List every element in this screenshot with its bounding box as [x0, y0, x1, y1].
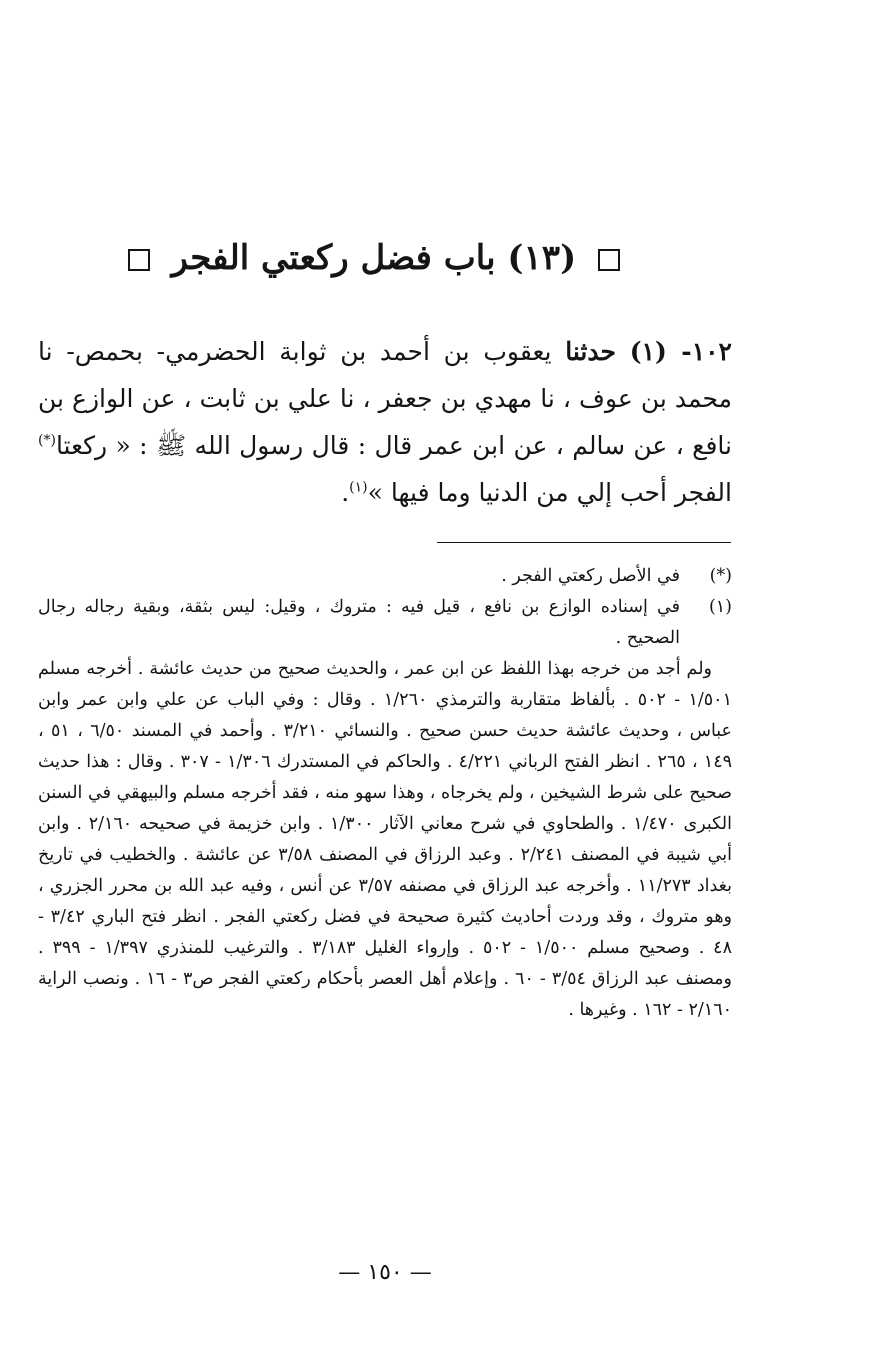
footnotes: [38, 561, 732, 1026]
hadith-chain-and-text: يعقوب بن أحمد بن ثوابة الحضرمي- بحمص- نا محمد بن عوف ، نا مهدي بن جعفر ، نا علي بن ثابت ، عن الوازع بن نافع ، عن سالم ، عن ابن عمر قال : قال رسول الله ﷺ : « ركعتا: [38, 337, 732, 460]
hadith-opening: حدثنا: [565, 337, 616, 366]
hadith-text-end: الفجر أحب إلي من الدنيا وما فيها »: [367, 478, 732, 507]
footnote-ref-star: (*): [38, 432, 56, 449]
page-number: — ١٥٠ —: [338, 1260, 432, 1285]
footnote-divider: [437, 542, 731, 543]
footnote-mark: (١): [708, 597, 732, 617]
footnote-text: في الأصل ركعتي الفجر .: [501, 566, 680, 586]
footnote-star: [38, 561, 732, 592]
footnote-1-continuation: [38, 654, 732, 1026]
hadith-number: ١٠٢- (١): [629, 337, 732, 366]
hadith-final-period: .: [341, 478, 350, 507]
square-ornament-icon: [598, 249, 620, 271]
square-ornament-icon: [128, 249, 150, 271]
hadith-text: [38, 328, 732, 516]
footnote-paragraph: ولم أجد من خرجه بهذا اللفظ عن ابن عمر ، والحديث صحيح من حديث عائشة . أخرجه مسلم ١/٥٠١ - ٥٠٢ . بألفاظ متقاربة والترمذي ١/٢٦٠ . وقال : وفي الباب عن علي وابن عمر وابن عباس ، وحديث عائشة حديث حسن صحيح . والنسائي ٣/٢١٠ . وأحمد في المسند ٦/٥٠ ، ٥١ ، ١٤٩ ، ٢٦٥ . انظر الفتح الرباني ٤/٢٢١ . والحاكم في المستدرك ١/٣٠٦ - ٣٠٧ . وقال : هذا حديث صحيح على شرط الشيخين ، ولم يخرجاه ، وهذا سهو منه ، فقد أخرجه مسلم والبيهقي في السنن الكبرى ١/٤٧٠ . والطحاوي في شرح معاني الآثار ١/٣٠٠ . وابن خزيمة في صحيحه ٢/١٦٠ . وابن أبي شيبة في المصنف ٢/٢٤١ . وعبد الرزاق في المصنف ٣/٥٨ عن عائشة . والخطيب في تاريخ بغداد ١١/٢٧٣ . وأخرجه عبد الرزاق في مصنفه ٣/٥٧ عن أنس ، وفيه عبد الله بن محرر الجزري ، وهو متروك ، وقد وردت أحاديث كثيرة صحيحة في فضل ركعتي الفجر . انظر فتح الباري ٣/٤٢ - ٤٨ . وصحيح مسلم ١/٥٠٠ - ٥٠٢ . وإرواء الغليل ٣/١٨٣ . والترغيب للمنذري ١/٣٩٧ - ٣٩٩ . ومصنف عبد الرزاق ٣/٥٤ - ٦٠ . وإعلام أهل العصر بأحكام ركعتي الفجر ص٣ - ١٦ . ونصب الراية ٢/١٦٠ - ١٦٢ . وغيرها .: [38, 659, 733, 1020]
footnote-mark: (*): [709, 566, 732, 586]
chapter-heading: [130, 232, 630, 284]
footnote-ref-1: (١): [349, 479, 368, 496]
footnote-1: [38, 592, 732, 654]
chapter-title-text: (١٣) باب فضل ركعتي الفجر: [171, 238, 577, 278]
footnote-text: في إسناده الوازع بن نافع ، قيل فيه : متروك ، وقيل: ليس بثقة، وبقية رجاله رجال الصحيح .: [38, 597, 680, 648]
